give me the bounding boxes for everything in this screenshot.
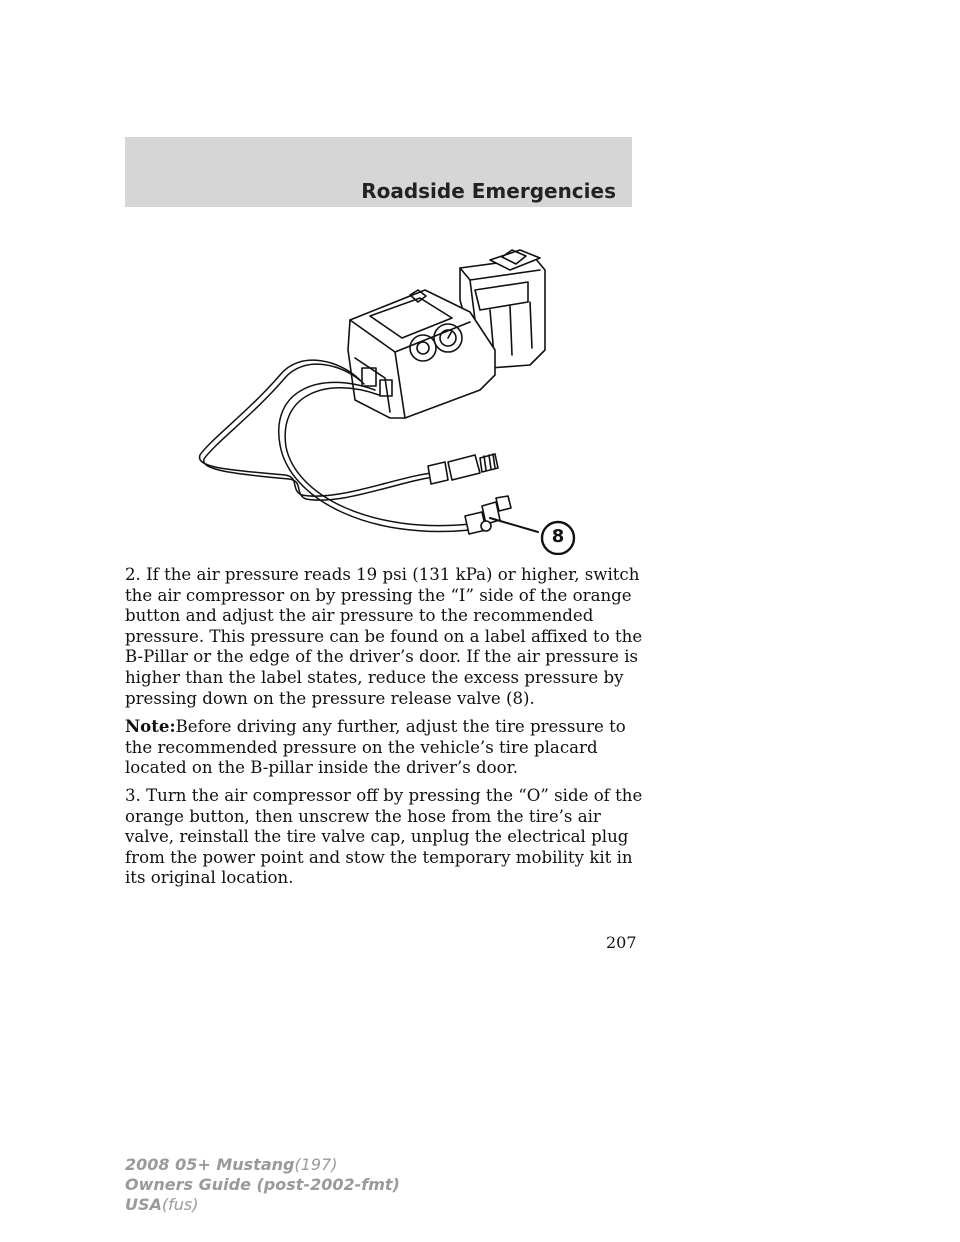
note-text: Before driving any further, adjust the tire pressure to the recommended pressure on the vehicle’s tire placard located on the B-pillar inside the driver’s door. bbox=[125, 717, 626, 778]
footer-line-3 bbox=[125, 1195, 400, 1215]
note-paragraph bbox=[125, 716, 645, 779]
compressor-illustration bbox=[190, 240, 590, 555]
footer-line-1 bbox=[125, 1155, 400, 1175]
section-title: Roadside Emergencies bbox=[361, 179, 616, 203]
footer-guide: Owners Guide (post-2002-fmt) bbox=[125, 1175, 400, 1194]
footer-model-code: (197) bbox=[294, 1155, 338, 1174]
step-2-paragraph: 2. If the air pressure reads 19 psi (131 kPa) or higher, switch the air compressor on by pressing the “I” side of the orange button and adjust the air pressure to the recommended pressure. This pressure can be found on a label affixed to the B-Pillar or the edge of the driver’s door. If the air pressure is higher than the label states, reduce the excess pressure by pressing down on the pressure release valve (8). bbox=[125, 565, 643, 708]
document-footer bbox=[125, 1155, 400, 1215]
callout-label: 8 bbox=[551, 526, 565, 547]
section-header-band bbox=[125, 137, 632, 207]
footer-market: USA bbox=[125, 1195, 162, 1214]
page-number: 207 bbox=[606, 933, 637, 952]
step-3-paragraph: 3. Turn the air compressor off by pressing the “O” side of the orange button, then unscrew the hose from the tire’s air valve, reinstall the tire valve cap, unplug the electrical plug from the power point and stow the temporary mobility kit in its original location. bbox=[125, 785, 643, 888]
footer-model: 2008 05+ Mustang bbox=[125, 1155, 295, 1174]
footer-market-code: (fus) bbox=[161, 1195, 199, 1214]
body-text bbox=[125, 565, 645, 896]
note-label: Note: bbox=[125, 716, 176, 737]
footer-line-2 bbox=[125, 1175, 400, 1195]
